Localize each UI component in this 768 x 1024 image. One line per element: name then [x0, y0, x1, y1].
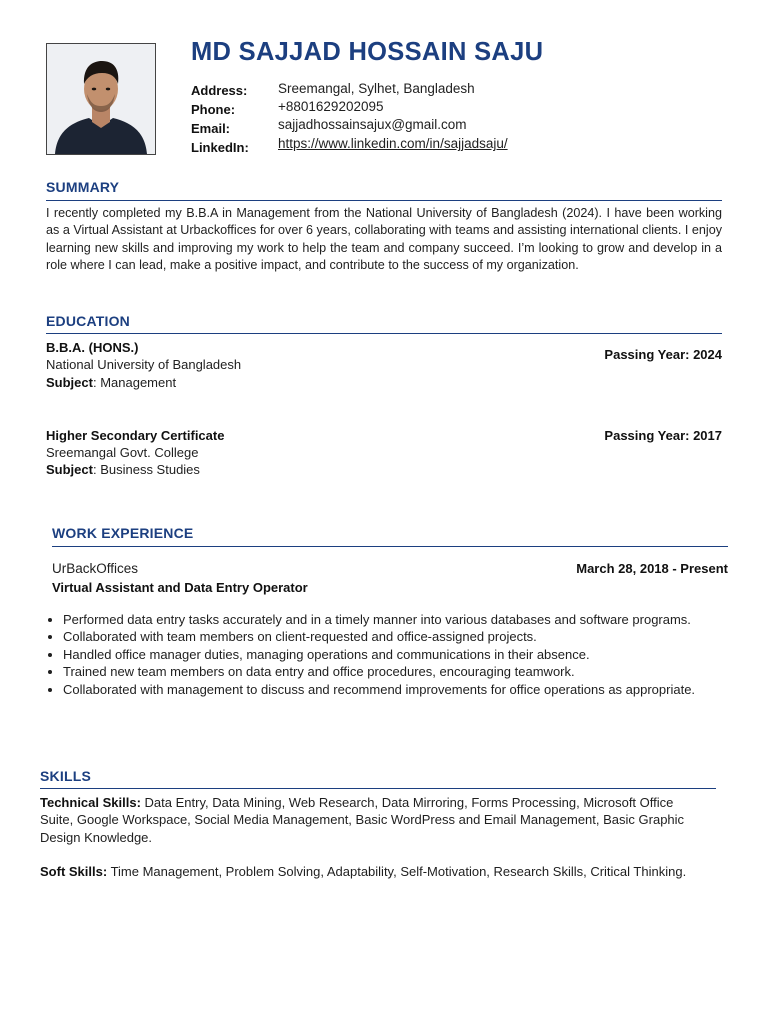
summary-divider	[46, 200, 722, 201]
education-divider	[46, 333, 722, 334]
skills-divider	[40, 788, 716, 789]
email-value: sajjadhossainsajux@gmail.com	[278, 117, 467, 132]
list-item: • Collaborated with team members on client-requested and office-assigned projects.	[63, 628, 703, 645]
education-heading: EDUCATION	[46, 313, 130, 329]
list-item: • Collaborated with management to discuss and recommend improvements for office operations as appropriate.	[63, 681, 703, 698]
degree-hsc: Higher Secondary Certificate	[46, 428, 225, 443]
summary-heading: SUMMARY	[46, 179, 120, 195]
candidate-name: MD SAJJAD HOSSAIN SAJU	[191, 38, 544, 66]
soft-skills-text: Time Management, Problem Solving, Adaptability, Self-Motivation, Research Skills, Critical Thinking.	[107, 864, 687, 879]
passing-year-2024: Passing Year: 2024	[604, 347, 722, 362]
soft-skills	[40, 863, 690, 880]
degree-bba: B.B.A. (HONS.)	[46, 340, 139, 355]
subject-value: : Management	[92, 375, 177, 390]
list-item: • Performed data entry tasks accurately and in a timely manner into various databases and software programs.	[63, 611, 703, 628]
work-bullet-list	[45, 611, 703, 698]
subject-label: Subject	[46, 375, 93, 390]
technical-skills-text: Data Entry, Data Mining, Web Research, Data Mirroring, Forms Processing, Microsoft Office Suite, Google Workspace, Social Media Management, Basic WordPress and Email Management, Basic Graphic Design Knowledge.	[40, 795, 685, 845]
work-heading: WORK EXPERIENCE	[52, 525, 194, 541]
institution-nu: National University of Bangladesh	[46, 357, 242, 372]
linkedin-link[interactable]: https://www.linkedin.com/in/sajjadsaju/	[278, 136, 508, 151]
skills-heading: SKILLS	[40, 768, 91, 784]
job-role: Virtual Assistant and Data Entry Operator	[52, 580, 308, 595]
email-label: Email:	[191, 121, 231, 136]
subject-label: Subject	[46, 462, 93, 477]
subject-business	[46, 462, 200, 477]
technical-skills-label: Technical Skills:	[40, 795, 141, 810]
linkedin-label: LinkedIn:	[191, 140, 249, 155]
list-item: • Trained new team members on data entry and office procedures, encouraging teamwork.	[63, 663, 703, 680]
person-portrait-icon	[47, 44, 155, 154]
phone-label: Phone:	[191, 102, 236, 117]
subject-management	[46, 375, 176, 390]
company-name: UrBackOffices	[52, 561, 139, 576]
phone-value: +8801629202095	[278, 99, 384, 114]
technical-skills	[40, 794, 690, 846]
subject-value: : Business Studies	[92, 462, 200, 477]
list-item: • Handled office manager duties, managing operations and communications in their absence.	[63, 646, 703, 663]
profile-photo	[46, 43, 156, 155]
work-divider	[52, 546, 728, 547]
institution-college: Sreemangal Govt. College	[46, 445, 199, 460]
passing-year-2017: Passing Year: 2017	[604, 428, 722, 443]
work-dates: March 28, 2018 - Present	[576, 561, 728, 576]
address-label: Address:	[191, 83, 248, 98]
address-value: Sreemangal, Sylhet, Bangladesh	[278, 81, 475, 96]
summary-text: I recently completed my B.B.A in Management from the National University of Bangladesh (2024). I have been working as a Virtual Assistant at Urbackoffices for over 6 years, collaborating with teams and assisting international clients. I enjoy learning new skills and improving my work to help the team and company succeed. I’m looking to grow and develop in a role where I can lead, make a positive impact, and contribute to the success of my organization.	[46, 206, 722, 272]
soft-skills-label: Soft Skills:	[40, 864, 108, 879]
